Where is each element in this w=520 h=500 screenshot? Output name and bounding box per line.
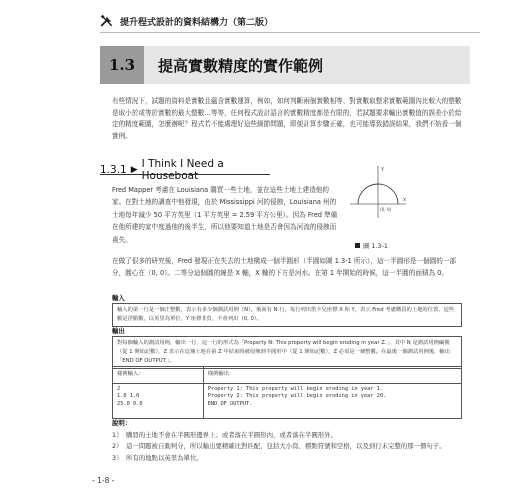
sample-output-line: Property 1: This property will begin eroding in year 1. [207,386,384,392]
running-header [100,14,273,28]
page-number: - 1-8 - [92,476,115,485]
note-text: 所有的地點以英里為單位。 [126,453,203,462]
note-item [112,453,467,465]
sample-input-cell [113,384,204,419]
intro-paragraph: 有些情況下，試題的資料是實數且蘊含實數運算，例如，如何判斷兩個實數相等、對實數取整求實數範圍內比較大的整數是取小於或等於實數的最大整數…等等，任何程式設計語言的實數精度都是有限的，若試題要求輸出實數值的誤差小於給定的精度範圍，怎麼辦呢？程式若不能處理好這些細節問題，即便計算步驟正確，也可能導致錯誤結果，我們不妨看一個實例。 [112,97,462,140]
figure-caption-text: 圖 1.3-1 [363,242,388,250]
origin-label: (0, 0) [380,207,392,212]
x-axis-label: x [403,197,406,203]
note-item [112,441,467,453]
sample-io-table [112,366,462,419]
output-label: 輸出 [112,327,125,335]
input-description: 輸入的第一行是一個正整數，表示有多少個測試用例（N）。後面有 N 行，每行列出笛卡兒座標 X 和 Y，表示 Fred 考慮購買的土地的位置，這些數是浮點數，以英里為單位，Y 座標非負，不會列出（0, 0）。 [117,307,455,322]
sample-output-cell [203,384,461,419]
note-number: 2） [112,442,123,450]
semicircle-figure [348,160,408,240]
sample-output-line: Property 2: This property will begin eroding in year 20. [207,393,387,400]
note-item [112,430,467,442]
subsection-number: 1.3.1 [100,164,127,176]
note-text: 購買的土地不會在半圓形邊界上；或者落在半圓形內，或者落在半圓形外。 [126,430,337,439]
subsection-arrow-icon: ▶ [130,165,138,175]
y-axis-label: y [381,166,384,172]
sample-input-line: 2 [117,386,121,392]
output-description: 對每個輸入的測試用例，輸出一行，這一行的形式為「Property N: This property will begin eroding in year Z.」，其中 N 是測試用例編號（從 1 開始記數），Z 表示在這塊土地在第 Z 年結束時被侵蝕到半圓形中（從 1 開始記數），Z 必須是一個整數。在最後一個測試用例後，輸出「END OF OUTPUT.」。 [117,340,451,364]
section-heading-bar [100,46,470,84]
sample-output-line: END OF OUTPUT. [207,400,253,407]
section-number: 1.3 [100,46,144,84]
book-title: 提升程式設計的資料結構力（第二版） [120,17,274,28]
input-label: 輸入 [112,294,125,302]
sample-output-header: 樣例輸出： [203,367,461,384]
sample-input-header: 樣例輸入： [113,367,204,384]
sample-input-line: 1.0 1.0 [117,393,140,400]
subsection-title: I Think I Need a Houseboat [141,158,224,182]
subsection-heading [100,158,270,182]
note-text: 這一問題被自動判分，所以輸出要精確比對匹配，包括大小寫、標點符號和空格，以及到行末完整的那一個句子。 [126,442,446,450]
note-number: 1） [112,430,123,439]
sample-input-line: 25.0 0.0 [117,400,143,407]
header-divider [100,32,480,33]
figure-caption [355,241,388,250]
tools-icon [100,14,114,28]
input-description-box [112,303,462,327]
notes-title: 說明： [112,419,132,427]
note-number: 3） [112,453,123,462]
section-title: 提高實數精度的實作範例 [158,56,324,75]
caption-square-icon [355,243,360,248]
notes-section [112,418,467,464]
output-description-box [112,336,462,369]
subsection-underline [100,174,270,175]
problem-paragraph-1: Fred Mapper 考慮在 Louisiana 購買一些土地，並在這些土地上建造他的家。在對土地的調查中他發現，由於 Mississippi 河的侵蝕，Louisiana 州的土地每年減少 50 平方英里（1 平方英里 = 2.59 平方公里）。因為 Fred 準備在他所建的家中度過他的後半生，所以他要知道土地是否會因為河流的侵蝕而喪失。 [112,186,338,244]
problem-paragraph-2: 在做了很多的研究後，Fred 發現正在失去的土地構成一個半圓形（半圓如圖 1.3-1 所示），這一半圓形是一個圓的一部分，圓心在（0, 0）。二等分這個圓的線是 X 軸，X 軸的下方是河水。在第 1 年開始的時候，這一半圓的面積為 0。 [112,257,457,278]
